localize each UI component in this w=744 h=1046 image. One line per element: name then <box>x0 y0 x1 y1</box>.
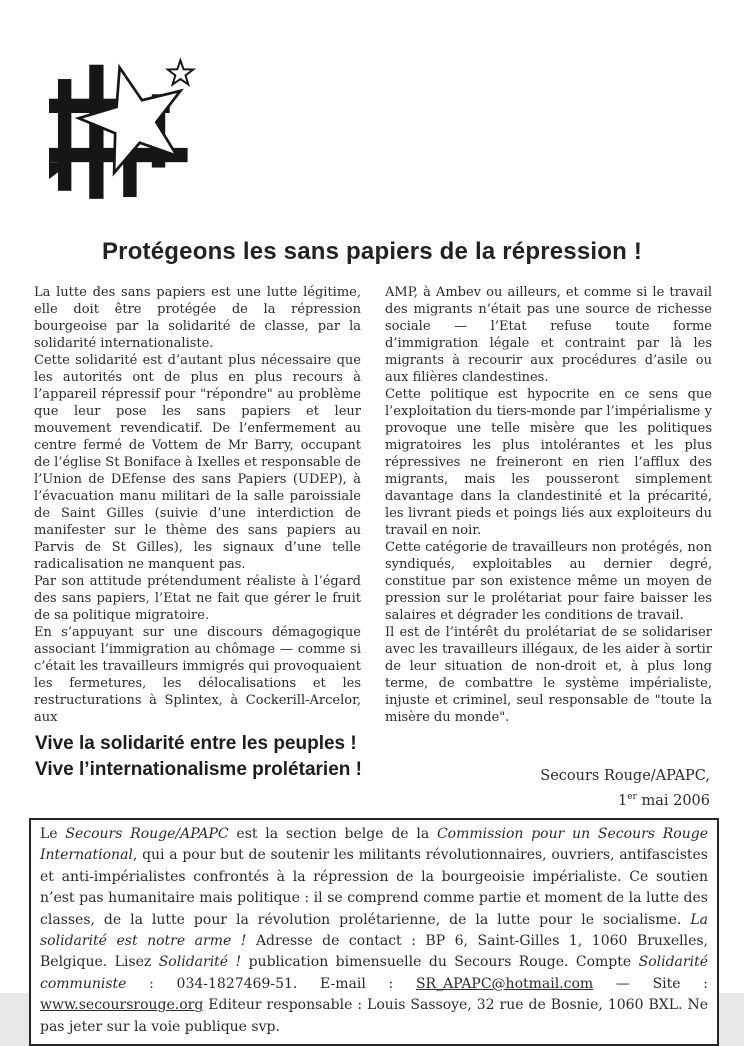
paragraph: Par son attitude prétendument réaliste à l’égard des sans papiers, l’Etat ne fait que gérer le fruit de sa politique migratoire. <box>34 574 361 623</box>
paragraph: Cette politique est hypocrite en ce sens que l’exploitation du tiers-monde par l’impérialisme y provoque une telle misère que les politiques migratoires les plus intolérantes et les plus répressives ne freineront en rien l’afflux des migrants, mais les pousseront simplement davantage dans la clandestinité et la précarité, les livrant pieds et poings liés aux exploiteurs du travail en noir. <box>385 387 712 538</box>
org-name: Commission pour un Secours Rouge International <box>40 826 708 864</box>
signature-org: Secours Rouge/APAPC, <box>540 768 710 784</box>
slogans-block <box>35 731 362 783</box>
paragraph: AMP, à Ambev ou ailleurs, et comme si le travail des migrants n’était pas une source de richesse sociale — l’Etat refuse toute forme d’immigration légale et contraint par là les migrants à recourir aux procédures d’asile ou aux filières clandestines. <box>385 285 712 385</box>
page-title: Protégeons les sans papiers de la répression ! <box>101 238 643 266</box>
website-link[interactable]: www.secoursrouge.org <box>40 997 204 1014</box>
text-segment: publication bimensuelle du Secours Rouge. Compte <box>241 954 639 971</box>
text-segment: Le <box>40 826 66 842</box>
motto: La solidarité est notre arme ! <box>40 911 708 950</box>
paragraph: Il est de l’intérêt du prolétariat de se solidariser avec les travailleurs illégaux, de les aider à sortir de leur situation de non-droit et, à plus long terme, de combattre le système impérialiste, injuste et criminel, seul responsable de "toute la misère du monde". <box>385 625 712 725</box>
signature-date-day: 1 <box>617 792 628 809</box>
account-name: Solidarité communiste <box>40 954 708 992</box>
slogan-line-2: Vive l’internationalisme prolétarien ! <box>35 759 362 780</box>
publication-name: Solidarité ! <box>158 954 242 971</box>
secours-rouge-logo <box>44 54 206 206</box>
paragraph: La lutte des sans papiers est une lutte légitime, elle doit être protégée de la répression bourgeoise par la solidarité de classe, par la solidarité internationaliste. <box>34 285 361 351</box>
column-left <box>34 284 361 726</box>
paragraph: Cette catégorie de travailleurs non protégés, non syndiqués, exploitables au dernier degré, constitue par son existence même un moyen de pression sur le prolétariat pour faire baisser les salaires et dégrader les conditions de travail. <box>385 540 712 623</box>
column-right <box>385 284 712 726</box>
signature-date-ordinal: er <box>627 792 637 802</box>
small-star-icon <box>168 60 194 84</box>
signature-date <box>540 787 710 812</box>
signature-block <box>540 766 710 812</box>
text-segment: , qui a pour but de soutenir les militants révolutionnaires, ouvriers, antifascistes et anti-impérialistes confrontés à la répression de la bourgeoisie impérialiste. Ce soutien n’est pas humanitaire mais politique : il se comprend comme partie et moment de la lutte des classes, de la lutte pour la révolution prolétarienne, de la lutte pour le socialisme. <box>40 847 708 928</box>
imprint-text <box>40 826 708 1035</box>
email-link[interactable]: SR_APAPC@hotmail.com <box>415 975 594 992</box>
paragraph: En s’appuyant sur une discours démagogique associant l’immigration au chômage — comme si c’était les travailleurs immigrés qui provoquaient les fermetures, les délocalisations et les restructurations à Splintex, à Cockerill-Arcelor, aux <box>34 625 361 725</box>
text-segment: : 034-1827469-51. E-mail : <box>126 975 416 992</box>
text-segment: Editeur responsable : Louis Sassoye, 32 rue de Bosnie, 1060 BXL. Ne pas jeter sur la voie publique svp. <box>40 997 708 1035</box>
signature-date-rest: mai 2006 <box>636 792 710 809</box>
text-segment: Adresse de contact : BP 6, Saint-Gilles 1, 1060 Bruxelles, Belgique. Lisez <box>40 933 708 971</box>
body-columns <box>34 284 712 726</box>
slogan-line-1: Vive la solidarité entre les peuples ! <box>35 733 357 754</box>
paragraph: Cette solidarité est d’autant plus nécessaire que les autorités ont de plus en plus recours à l’appareil répressif pour "répondre" au problème que leur pose les sans papiers et leur mouvement revendicatif. De l’enfermement au centre fermé de Vottem de Mr Barry, occupant de l’église St Boniface à Ixelles et responsable de l’Union de DEfense des sans Papiers (UDEP), à l’évacuation manu militari de la salle paroissiale de Saint Gilles (suivie d’une interdiction de manifester sur le thème des sans papiers au Parvis de St Gilles), les signaux d’une telle radicalisation ne manquent pas. <box>34 353 361 572</box>
footer-imprint-box <box>29 818 719 1046</box>
text-segment: est la section belge de la <box>228 826 437 842</box>
org-name: Secours Rouge/APAPC <box>65 826 229 842</box>
text-segment: — Site : <box>593 975 708 992</box>
